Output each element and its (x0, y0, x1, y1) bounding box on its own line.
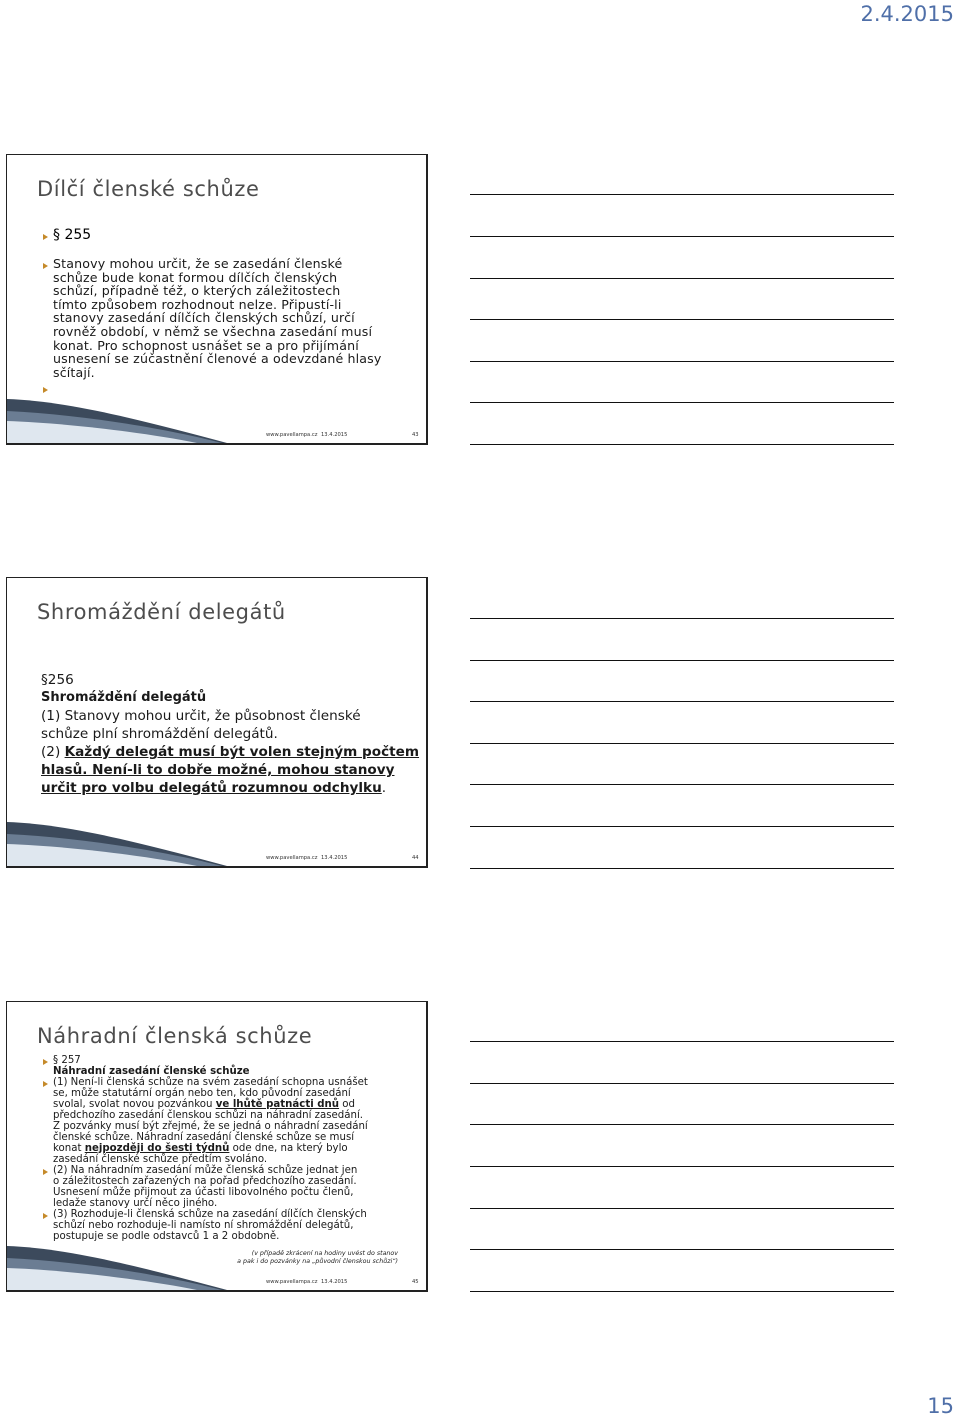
text-line: (2) Na náhradním zasedání může členská schůze jednat jen (53, 1165, 358, 1176)
underlined-text: hlasů. Není-li to dobře možné, mohou stanovy (41, 762, 395, 778)
bullet-icon (43, 387, 48, 393)
text-line: ledaže stanovy určí něco jiného. (53, 1198, 218, 1209)
footer-url: www.pavellampa.cz (266, 1279, 318, 1285)
note-line (470, 1124, 894, 1125)
footer-wave-graphic (7, 1244, 428, 1290)
slide-title: Dílčí členské schůze (37, 177, 260, 201)
text-line: (3) Rozhoduje-li členská schůze na zasedání dílčích členských (53, 1209, 367, 1220)
bullet-icon (43, 1213, 48, 1219)
note-line (470, 278, 894, 279)
text-line: Z pozvánky musí být zřejmé, že se jedná o náhradní zasedání (53, 1121, 368, 1132)
text-line: konat. Pro schopnost usnášet se a pro přijímání (53, 337, 359, 353)
note-line (470, 826, 894, 827)
footer-date: 13.4.2015 (321, 855, 348, 861)
text-line: členské schůze. Náhradní zasedání členské schůze se musí (53, 1132, 355, 1143)
paragraph (41, 671, 419, 797)
note-line (470, 444, 894, 445)
slide-number: 45 (412, 1279, 419, 1285)
note-line (470, 701, 894, 702)
note-line (470, 1083, 894, 1084)
text-line: (1) Stanovy mohou určit, že působnost členské (41, 708, 361, 724)
slide-number: 44 (412, 855, 419, 861)
text-line (41, 779, 419, 797)
section-heading: § 255 (53, 227, 92, 243)
paragraph (53, 257, 381, 379)
text-line: sčítají. (53, 364, 95, 380)
slide-45 (6, 1001, 428, 1292)
text-line: tímto způsobem rozhodnout nelze. Připustí-li (53, 296, 342, 312)
note-line (470, 743, 894, 744)
footer-date: 13.4.2015 (321, 432, 348, 438)
underlined-text: nejpozději do šesti týdnů (84, 1143, 230, 1154)
text-line: zasedání členské schůze předtím svoláno. (53, 1154, 268, 1165)
page-date: 2.4.2015 (860, 2, 954, 26)
note-line (470, 236, 894, 237)
note-line (470, 1208, 894, 1209)
note-line (470, 1249, 894, 1250)
text-line: schůzí, případně též, o kterých záležitostech (53, 283, 341, 299)
section-subheading: Náhradní zasedání členské schůze (53, 1066, 250, 1077)
text-run: konat (53, 1143, 85, 1154)
text-line: schůzí nebo rozhoduje-li namísto ní shromáždění delegátů, (53, 1220, 354, 1231)
text-line (53, 1143, 368, 1154)
text-run: ode dne, na který bylo (229, 1143, 348, 1154)
underlined-text: ve lhůtě patnácti dnů (215, 1099, 340, 1110)
text-line: schůze bude konat formou dílčích členských (53, 269, 338, 285)
footer-date: 13.4.2015 (321, 1279, 348, 1285)
bullet-icon (43, 234, 48, 240)
note-line: a pak i do pozvánky na „původní členskou schůzi“) (237, 1258, 398, 1265)
text-line (53, 1099, 368, 1110)
text-run: . (381, 780, 387, 796)
note-line (470, 361, 894, 362)
section-subheading: Shromáždění delegátů (41, 690, 207, 705)
note-line (470, 319, 894, 320)
slide-title: Náhradní členská schůze (37, 1024, 313, 1048)
text-line: Stanovy mohou určit, že se zasedání členské (53, 256, 343, 271)
footer-url: www.pavellampa.cz (266, 855, 318, 861)
bullet-icon (43, 1059, 48, 1065)
bullet-icon (43, 1169, 48, 1175)
note-line (470, 1041, 894, 1042)
underlined-text: určit pro volbu delegátů rozumnou odchylku (41, 780, 382, 796)
bullet-icon (43, 1081, 48, 1087)
text-line: stanovy zasedání dílčích členských schůzí, určí (53, 310, 355, 326)
text-line: předchozího zasedání členskou schůzi na náhradní zasedání. (53, 1110, 364, 1121)
text-line: rovněž období, v němž se všechna zasedání musí (53, 323, 373, 339)
text-line: postupuje se podle odstavců 1 a 2 obdobně. (53, 1231, 280, 1242)
text-run: svolal, svolat novou pozvánkou (53, 1099, 216, 1110)
text-line: se, může statutární orgán nebo ten, kdo původní zasedání (53, 1088, 351, 1099)
text-run: od (339, 1099, 356, 1110)
text-line: Usnesení může přijmout za účasti libovolného počtu členů, (53, 1187, 354, 1198)
slide-title: Shromáždění delegátů (37, 600, 286, 624)
slide-43 (6, 154, 428, 445)
section-heading: § 257 (53, 1055, 81, 1066)
note-line (470, 868, 894, 869)
slide-44 (6, 577, 428, 868)
text-line: o záležitostech zařazených na pořad předchozího zasedání. (53, 1176, 357, 1187)
text-line: schůze plní shromáždění delegátů. (41, 726, 278, 742)
footer-wave-graphic (7, 397, 428, 443)
paragraph (53, 1055, 368, 1242)
text-run: (2) (41, 744, 65, 760)
note-line (470, 618, 894, 619)
note-line (470, 660, 894, 661)
note-line (470, 194, 894, 195)
note-line (470, 784, 894, 785)
page-number: 15 (927, 1394, 954, 1418)
note-line (470, 1291, 894, 1292)
bullet-icon (43, 263, 48, 269)
footer-url: www.pavellampa.cz (266, 432, 318, 438)
note-line (470, 1166, 894, 1167)
text-line: usnesení se zúčastnění členové a odevzdané hlasy (53, 351, 382, 367)
note-line: (v případě zkrácení na hodiny uvést do stanov (251, 1250, 398, 1257)
note-line (470, 402, 894, 403)
underlined-text: Každý delegát musí být volen stejným počtem (64, 744, 420, 760)
section-heading: §256 (41, 672, 74, 688)
footer-wave-graphic (7, 820, 428, 866)
slide-number: 43 (412, 432, 419, 438)
text-line: (1) Není-li členská schůze na svém zasedání schopna usnášet (53, 1077, 368, 1088)
text-line (41, 743, 419, 761)
